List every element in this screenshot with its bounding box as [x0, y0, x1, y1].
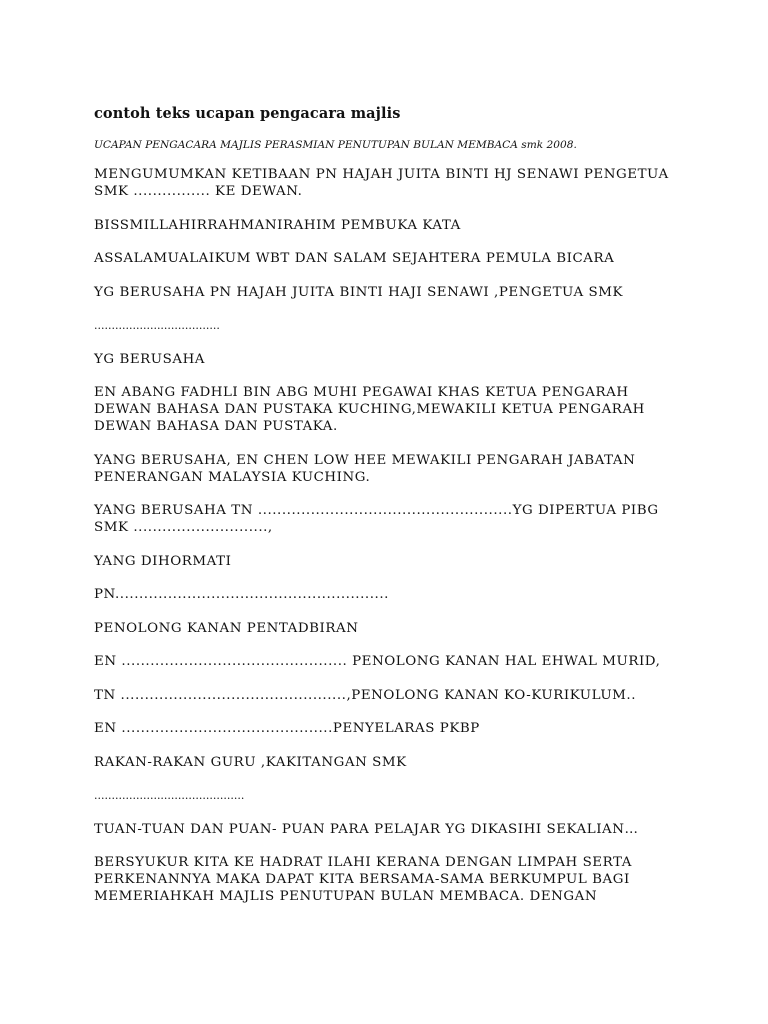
paragraph-dots-2: ...........................................	[94, 789, 245, 802]
paragraph-pibg: YANG BERUSAHA TN .....................................................YG DIPERTUA PIBG SMK ............................,	[94, 503, 659, 535]
document-subtitle: UCAPAN PENGACARA MAJLIS PERASMIAN PENUTUPAN BULAN MEMBACA smk 2008.	[94, 139, 577, 151]
paragraph-greeting: ASSALAMUALAIKUM WBT DAN SALAM SEJAHTERA PEMULA BICARA	[94, 251, 615, 266]
paragraph-pn: PN.........................................................	[94, 587, 389, 602]
paragraph-dbp-representative: EN ABANG FADHLI BIN ABG MUHI PEGAWAI KHAS KETUA PENGARAH DEWAN BAHASA DAN PUSTAKA KUCHING,MEWAKILI KETUA PENGARAH DEWAN BAHASA DAN PUSTAKA.	[94, 385, 645, 434]
document-page	[94, 104, 684, 922]
paragraph-bersyukur: BERSYUKUR KITA KE HADRAT ILAHI KERANA DENGAN LIMPAH SERTA PERKENANNYA MAKA DAPAT KITA BERSAMA-SAMA BERKUMPUL BAGI MEMERIAHKAH MAJLIS PENUTUPAN BULAN MEMBACA. DENGAN	[94, 855, 632, 904]
paragraph-pelajar: TUAN-TUAN DAN PUAN- PUAN PARA PELAJAR YG DIKASIHI SEKALIAN…	[94, 821, 639, 837]
paragraph-yg-berusaha: YG BERUSAHA	[94, 351, 206, 367]
paragraph-kokurikulum: TN ...............................................,PENOLONG KANAN KO-KURIKULUM..	[94, 687, 637, 703]
paragraph-dihormati: YANG DIHORMATI	[94, 553, 232, 569]
paragraph-announcement: MENGUMUMKAN KETIBAAN PN HAJAH JUITA BINTI HJ SENAWI PENGETUA SMK ................ KE DEWAN.	[94, 167, 669, 199]
paragraph-pkbp: EN ............................................PENYELARAS PKBP	[94, 721, 480, 736]
document-title: contoh teks ucapan pengacara majlis	[94, 105, 401, 122]
paragraph-guru: RAKAN-RAKAN GURU ,KAKITANGAN SMK	[94, 754, 407, 770]
paragraph-hem: EN ............................................... PENOLONG KANAN HAL EHWAL MURID,	[94, 654, 661, 669]
paragraph-jabatan-representative: YANG BERUSAHA, EN CHEN LOW HEE MEWAKILI PENGARAH JABATAN PENERANGAN MALAYSIA KUCHING.	[94, 452, 636, 485]
paragraph-dots: ....................................	[94, 319, 220, 332]
paragraph-principal: YG BERUSAHA PN HAJAH JUITA BINTI HAJI SENAWI ,PENGETUA SMK	[94, 284, 624, 300]
paragraph-opening: BISSMILLAHIRRAHMANIRAHIM PEMBUKA KATA	[94, 217, 461, 233]
paragraph-pentadbiran: PENOLONG KANAN PENTADBIRAN	[94, 620, 359, 636]
